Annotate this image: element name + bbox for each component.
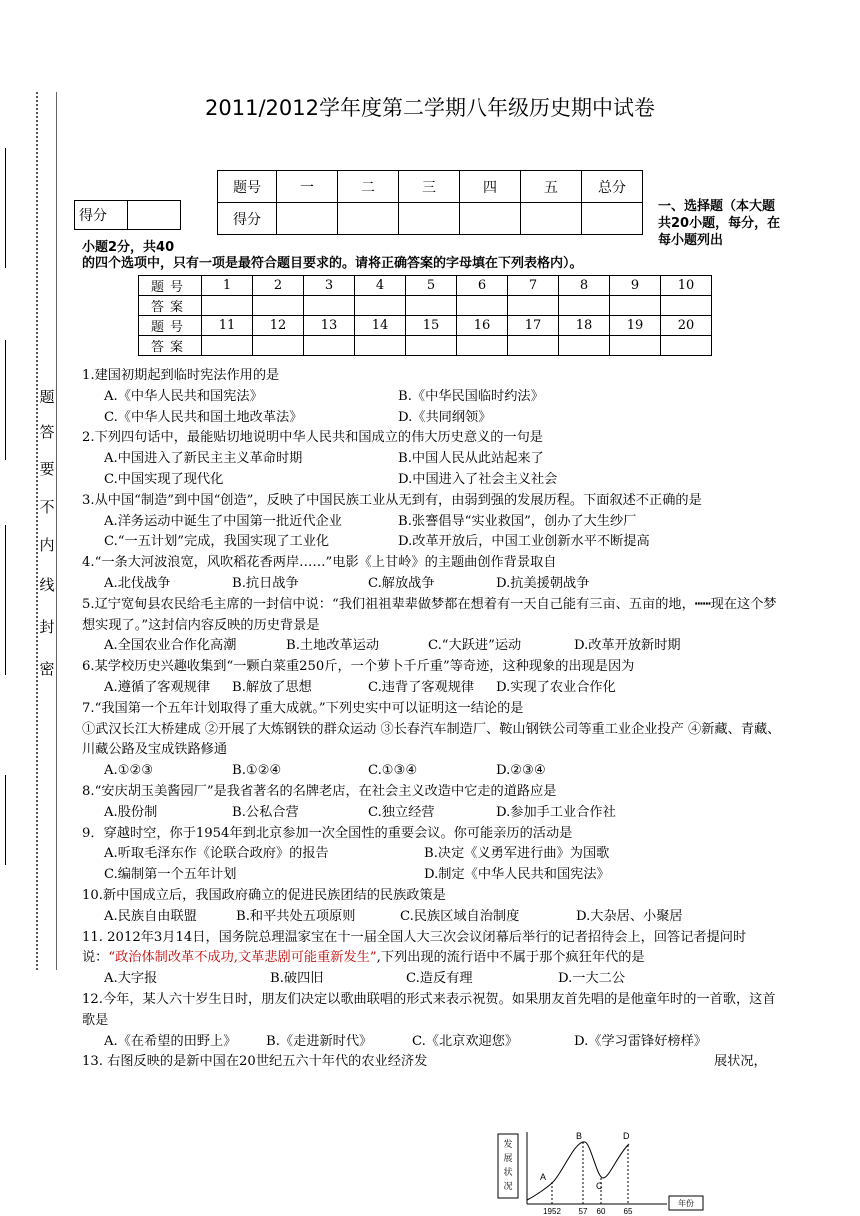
question-stem: 2.下列四句话中，最能贴切地说明中华人民共和国成立的伟大历史意义的一句是 bbox=[82, 430, 543, 446]
score-table-header-row bbox=[218, 171, 643, 203]
option: B.破四旧 bbox=[270, 971, 324, 987]
option-row bbox=[82, 387, 782, 408]
point-label: A bbox=[540, 1172, 547, 1182]
score-cell[interactable] bbox=[399, 203, 460, 235]
option: C.造反有理 bbox=[406, 971, 473, 987]
option-row bbox=[82, 1032, 782, 1053]
ylabel-char: 展 bbox=[503, 1153, 513, 1163]
answer-number: 6 bbox=[457, 276, 508, 296]
option: D.中国进入了社会主义社会 bbox=[398, 471, 558, 487]
score-cell[interactable] bbox=[460, 203, 521, 235]
option: A.①②③ bbox=[104, 763, 154, 779]
answer-number: 15 bbox=[406, 316, 457, 336]
answer-number: 13 bbox=[304, 316, 355, 336]
binding-dotted-line bbox=[36, 92, 38, 970]
question-statements: ①武汉长江大桥建成 ②开展了大炼钢铁的群众运动 ③长春汽车制造厂、鞍山钢铁公司等重工业企业投产 ④新藏、青藏、川藏公路及宝成铁路修通 bbox=[82, 721, 781, 758]
section-score-cell[interactable] bbox=[128, 201, 181, 230]
option: A.北伐战争 bbox=[104, 575, 171, 591]
option-row bbox=[82, 636, 782, 657]
answer-number: 9 bbox=[610, 276, 661, 296]
margin-seal-char: 密 bbox=[39, 660, 55, 678]
x-tick-label: 65 bbox=[623, 1207, 633, 1216]
score-table-score-row bbox=[218, 203, 643, 235]
answer-cell[interactable] bbox=[202, 296, 253, 316]
score-header-cell: 总分 bbox=[582, 171, 643, 203]
option-row bbox=[82, 408, 782, 429]
question-text: 13. 右图反映的是新中国在20世纪五六十年代的农业经济发 bbox=[82, 1054, 428, 1070]
option-row bbox=[82, 907, 782, 928]
answer-cell[interactable] bbox=[355, 336, 406, 356]
option: D.改革开放新时期 bbox=[574, 638, 681, 654]
answer-cell[interactable] bbox=[253, 296, 304, 316]
question-stem: 5.辽宁宽甸县农民给毛主席的一封信中说：“我们祖祖辈辈做梦都在想着有一天自己能有三亩、五亩的地，┅┅现在这个梦想实现了。”这封信内容反映的历史背景是 bbox=[82, 596, 777, 633]
option: A.《在希望的田野上》 bbox=[104, 1033, 237, 1049]
answer-table-row bbox=[139, 316, 712, 336]
binding-mark bbox=[5, 148, 6, 268]
option: D.制定《中华人民共和国宪法》 bbox=[424, 867, 610, 883]
option: B.张謇倡导“实业救国”，创办了大生纱厂 bbox=[398, 513, 637, 529]
option-row bbox=[82, 865, 782, 886]
option: D.《共同纲领》 bbox=[398, 409, 492, 425]
answer-cell[interactable] bbox=[202, 336, 253, 356]
answer-cell[interactable] bbox=[355, 296, 406, 316]
question-stem: 4.“一条大河波浪宽，风吹稻花香两岸……”电影《上甘岭》的主题曲创作背景取自 bbox=[82, 555, 557, 571]
answer-cell[interactable] bbox=[457, 336, 508, 356]
option: D.抗美援朝战争 bbox=[496, 575, 590, 591]
answer-table bbox=[138, 275, 712, 356]
answer-cell[interactable] bbox=[610, 296, 661, 316]
answer-cell[interactable] bbox=[661, 336, 712, 356]
section-score-box bbox=[74, 200, 181, 230]
ylabel-char: 况 bbox=[503, 1181, 513, 1191]
option: C.独立经营 bbox=[368, 804, 435, 820]
score-cell[interactable] bbox=[277, 203, 338, 235]
x-tick-label: 60 bbox=[596, 1207, 606, 1216]
question-text: 11. 2012年3月14日，国务院总理温家宝在十一届全国人大三次会议闭幕后举行的记者招待会上，回答记者提问时说： bbox=[82, 929, 747, 966]
answer-table-label: 题号 bbox=[139, 316, 202, 336]
section-instructions: 的四个选项中，只有一项是最符合题目要求的。请将正确答案的字母填在下列表格内）。 bbox=[82, 256, 583, 271]
option: D.参加手工业合作社 bbox=[496, 804, 616, 820]
option: A.洋务运动中诞生了中国第一批近代企业 bbox=[104, 513, 342, 529]
option: D.一大二公 bbox=[558, 971, 626, 987]
option: C.《中华人民共和国土地改革法》 bbox=[104, 409, 303, 425]
answer-table-label: 题号 bbox=[139, 276, 202, 296]
question-stem: 6.某学校历史兴趣收集到“一颗白菜重250斤，一个萝卜千斤重”等奇迹，这种现象的出现是因为 bbox=[82, 659, 635, 675]
option: A.大字报 bbox=[104, 971, 158, 987]
answer-number: 7 bbox=[508, 276, 559, 296]
option: D.改革开放后，中国工业创新水平不断提高 bbox=[398, 534, 650, 550]
margin-seal-char: 封 bbox=[39, 618, 55, 636]
answer-number: 10 bbox=[661, 276, 712, 296]
option: B.公私合营 bbox=[232, 804, 299, 820]
option-row bbox=[82, 470, 782, 491]
highlighted-quote: “政治体制改革不成功,文革悲剧可能重新发生” bbox=[108, 950, 377, 966]
question-text: ,下列出现的流行语中不属于那个疯狂年代的是 bbox=[376, 950, 645, 966]
score-cell[interactable] bbox=[338, 203, 399, 235]
score-header-cell: 一 bbox=[277, 171, 338, 203]
answer-number: 4 bbox=[355, 276, 406, 296]
score-header-cell: 二 bbox=[338, 171, 399, 203]
option: A.遵循了客观规律 bbox=[104, 679, 211, 695]
answer-cell[interactable] bbox=[406, 296, 457, 316]
option: D.大杂居、小聚居 bbox=[576, 908, 683, 924]
option: A.全国农业合作化高潮 bbox=[104, 638, 237, 654]
option: B.《走进新时代》 bbox=[266, 1033, 373, 1049]
option: B.中国人民从此站起来了 bbox=[398, 451, 544, 467]
option: B.《中华民国临时约法》 bbox=[398, 388, 544, 404]
agriculture-trend-figure bbox=[497, 1130, 707, 1216]
score-cell[interactable] bbox=[582, 203, 643, 235]
question-stem: 10.新中国成立后，我国政府确立的促进民族团结的民族政策是 bbox=[82, 887, 446, 903]
answer-table-row bbox=[139, 336, 712, 356]
ylabel-char: 发 bbox=[503, 1139, 513, 1149]
option-row bbox=[82, 803, 782, 824]
answer-cell[interactable] bbox=[661, 296, 712, 316]
score-table bbox=[217, 170, 643, 235]
option-row bbox=[82, 574, 782, 595]
ylabel-char: 状 bbox=[503, 1167, 513, 1177]
answer-cell[interactable] bbox=[610, 336, 661, 356]
answer-cell[interactable] bbox=[457, 296, 508, 316]
margin-seal-char: 不 bbox=[39, 498, 55, 516]
answer-table-label: 答案 bbox=[139, 296, 202, 316]
option: B.抗日战争 bbox=[232, 575, 299, 591]
margin-seal-char: 线 bbox=[39, 576, 55, 594]
answer-number: 12 bbox=[253, 316, 304, 336]
answer-cell[interactable] bbox=[508, 336, 559, 356]
option: C.解放战争 bbox=[368, 575, 435, 591]
margin-seal-char: 题 bbox=[39, 388, 55, 406]
question-stem: 8.“安庆胡玉美酱园厂”是我省著名的名牌老店，在社会主义改造中它走的道路应是 bbox=[82, 783, 557, 799]
option-row bbox=[82, 761, 782, 782]
option: C.《北京欢迎您》 bbox=[412, 1033, 519, 1049]
option: B.解放了思想 bbox=[232, 679, 312, 695]
binding-mark bbox=[5, 525, 6, 675]
option: A.股份制 bbox=[104, 804, 158, 820]
section-heading-left: 小题2分，共40 bbox=[82, 240, 175, 255]
binding-solid-line bbox=[56, 92, 57, 970]
answer-cell[interactable] bbox=[253, 336, 304, 356]
option: C.民族区域自治制度 bbox=[400, 908, 520, 924]
answer-number: 20 bbox=[661, 316, 712, 336]
answer-number: 14 bbox=[355, 316, 406, 336]
binding-mark bbox=[5, 775, 6, 865]
section-score-label: 得分 bbox=[75, 201, 128, 230]
x-tick-label: 57 bbox=[578, 1207, 588, 1216]
point-label: D bbox=[623, 1131, 630, 1141]
option-row bbox=[82, 449, 782, 470]
option-row bbox=[82, 678, 782, 699]
option: B.土地改革运动 bbox=[286, 638, 380, 654]
option: B.决定《义勇军进行曲》为国歌 bbox=[424, 846, 610, 862]
answer-cell[interactable] bbox=[508, 296, 559, 316]
option: C.违背了客观规律 bbox=[368, 679, 475, 695]
score-header-cell: 三 bbox=[399, 171, 460, 203]
answer-number: 3 bbox=[304, 276, 355, 296]
option: D.②③④ bbox=[496, 763, 546, 779]
answer-cell[interactable] bbox=[559, 296, 610, 316]
question-stem: 7.“我国第一个五年计划取得了重大成就。”下列史实中可以证明这一结论的是 bbox=[82, 700, 524, 716]
answer-number: 16 bbox=[457, 316, 508, 336]
answer-cell[interactable] bbox=[304, 296, 355, 316]
answer-number: 17 bbox=[508, 316, 559, 336]
score-header-cell: 题号 bbox=[218, 171, 277, 203]
answer-cell[interactable] bbox=[304, 336, 355, 356]
question-stem: 1.建国初期起到临时宪法作用的是 bbox=[82, 368, 280, 383]
option: C.①③④ bbox=[368, 763, 418, 779]
option-row bbox=[82, 844, 782, 865]
option-row bbox=[82, 532, 782, 553]
x-tick-label: 1952 bbox=[543, 1207, 561, 1216]
point-label: B bbox=[576, 1131, 583, 1141]
point-label: C bbox=[596, 1181, 603, 1191]
margin-seal-char: 内 bbox=[39, 536, 55, 554]
score-row-label: 得分 bbox=[218, 203, 277, 235]
option: B.和平共处五项原则 bbox=[236, 908, 356, 924]
answer-number: 19 bbox=[610, 316, 661, 336]
option: A.中国进入了新民主主义革命时期 bbox=[104, 451, 303, 467]
answer-cell[interactable] bbox=[406, 336, 457, 356]
score-header-cell: 四 bbox=[460, 171, 521, 203]
answer-number: 11 bbox=[202, 316, 253, 336]
option: C.“大跃进”运动 bbox=[428, 638, 522, 654]
question-text: 展状况， bbox=[714, 1054, 767, 1070]
answer-table-row bbox=[139, 296, 712, 316]
question-stem: 9．穿越时空，你于1954年到北京参加一次全国性的重要会议。你可能亲历的活动是 bbox=[82, 825, 573, 841]
option: C.中国实现了现代化 bbox=[104, 471, 224, 487]
answer-table-label: 答案 bbox=[139, 336, 202, 356]
trend-curve bbox=[527, 1142, 629, 1200]
question-stem: 3.从中国“制造”到中国“创造”，反映了中国民族工业从无到有，由弱到强的发展历程。下面叙述不正确的是 bbox=[82, 492, 702, 508]
section-heading-right: 一、选择题（本大题共20小题，每分，在每小题列出 bbox=[658, 199, 781, 248]
margin-seal-char: 要 bbox=[39, 460, 55, 478]
option: C.编制第一个五年计划 bbox=[104, 867, 237, 883]
option: C.“一五计划”完成，我国实现了工业化 bbox=[104, 534, 330, 550]
page-title: 2011/2012学年度第二学期八年级历史期中试卷 bbox=[205, 96, 655, 120]
answer-number: 5 bbox=[406, 276, 457, 296]
option: D.实现了农业合作化 bbox=[496, 679, 616, 695]
option: D.《学习雷锋好榜样》 bbox=[574, 1033, 707, 1049]
answer-number: 18 bbox=[559, 316, 610, 336]
question-list bbox=[82, 366, 782, 1073]
answer-number: 8 bbox=[559, 276, 610, 296]
option-row bbox=[82, 512, 782, 533]
option-row bbox=[82, 969, 782, 990]
question-stem bbox=[82, 1052, 782, 1073]
answer-table-row bbox=[139, 276, 712, 296]
option: A.民族自由联盟 bbox=[104, 908, 197, 924]
answer-number: 2 bbox=[253, 276, 304, 296]
answer-number: 1 bbox=[202, 276, 253, 296]
option: A.听取毛泽东作《论联合政府》的报告 bbox=[104, 846, 329, 862]
option: B.①②④ bbox=[232, 763, 282, 779]
score-header-cell: 五 bbox=[521, 171, 582, 203]
question-stem bbox=[82, 928, 782, 970]
xlabel: 年份 bbox=[678, 1199, 694, 1208]
binding-mark bbox=[5, 340, 6, 460]
answer-cell[interactable] bbox=[559, 336, 610, 356]
margin-seal-char: 答 bbox=[39, 423, 55, 441]
question-stem: 12.今年，某人六十岁生日时，朋友们决定以歌曲联唱的形式来表示祝贺。如果朋友首先唱的是他童年时的一首歌，这首歌是 bbox=[82, 991, 776, 1028]
option: A.《中华人民共和国宪法》 bbox=[104, 388, 263, 404]
score-cell[interactable] bbox=[521, 203, 582, 235]
